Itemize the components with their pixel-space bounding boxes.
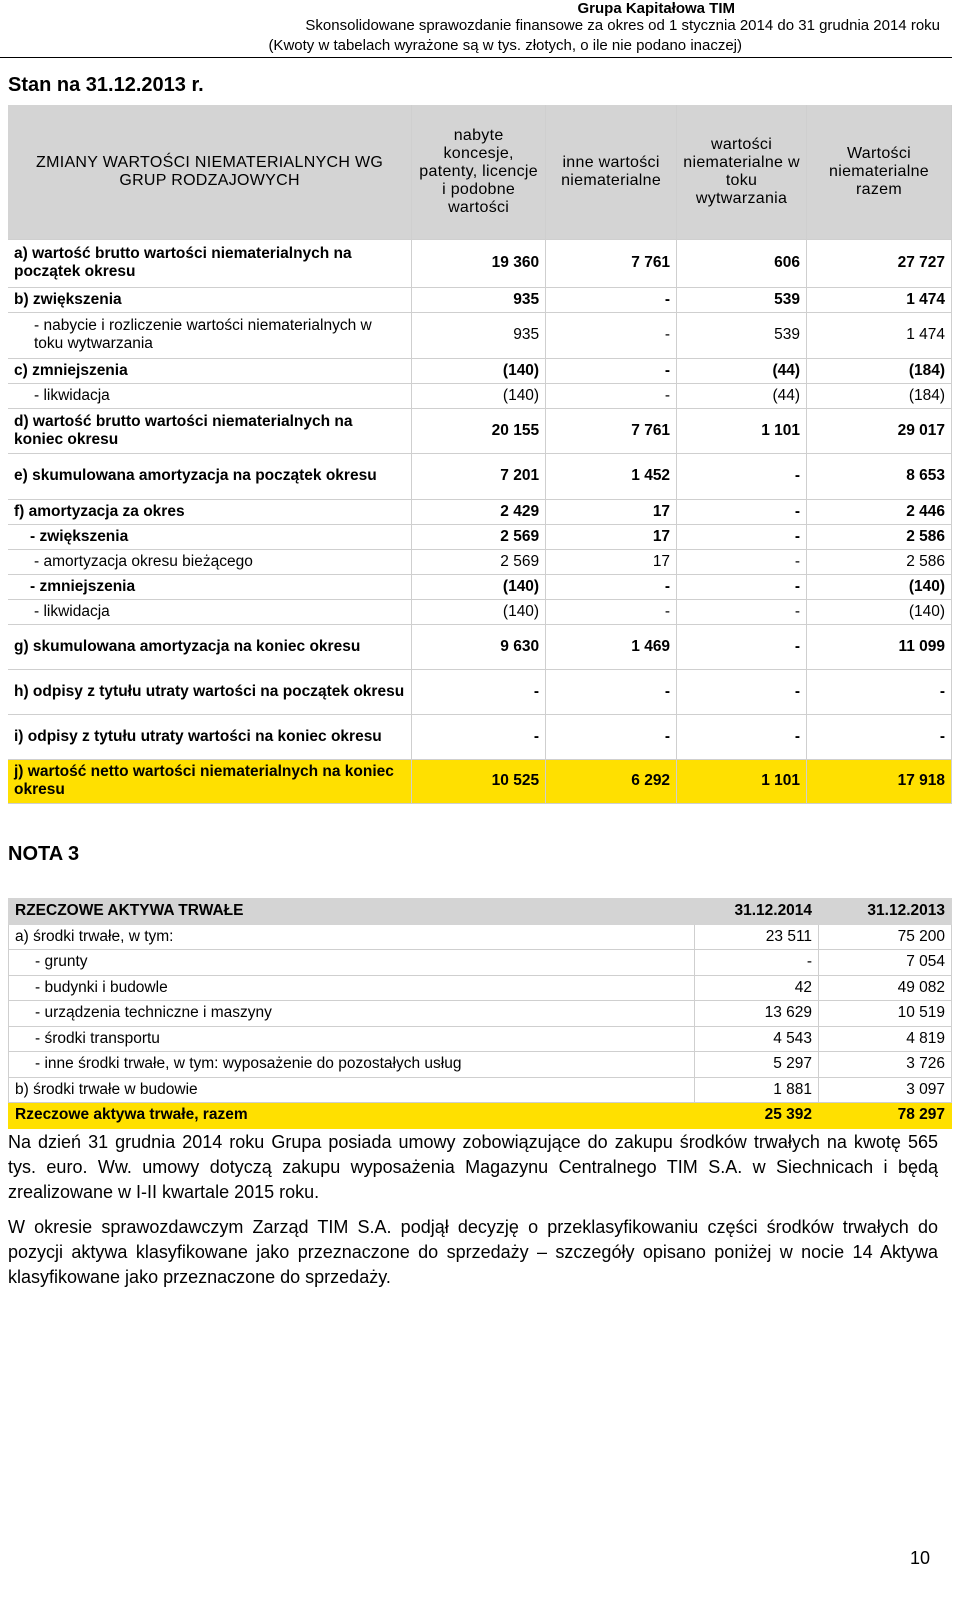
row-value: 25 392	[695, 1103, 819, 1129]
column-header: inne wartości niematerialne	[546, 105, 677, 239]
row-value: 11 099	[807, 624, 952, 669]
nota-title: NOTA 3	[8, 843, 80, 865]
row-value: 29 017	[807, 408, 952, 453]
paragraph-commitments: Na dzień 31 grudnia 2014 roku Grupa posiada umowy zobowiązujące do zakupu środków trwałych na kwotę 565 tys. euro. Ww. umowy dotyczą zakupu wyposażenia Magazynu Centralnego TIM S.A. w Siechnicach i będą zrealizowane w I-II kwartale 2015 roku.	[8, 1132, 938, 1202]
row-value: 10 525	[412, 759, 546, 803]
row-label: f) amortyzacja za okres	[8, 499, 412, 524]
row-value: 935	[412, 287, 546, 312]
table-row	[9, 924, 952, 950]
column-header: 31.12.2013	[819, 899, 952, 925]
row-value: (140)	[412, 599, 546, 624]
row-label: - nabycie i rozliczenie wartości niematerialnych w toku wytwarzania	[8, 312, 412, 358]
row-value: 2 569	[412, 524, 546, 549]
row-label: i) odpisy z tytułu utraty wartości na koniec okresu	[8, 714, 412, 759]
row-label: - likwidacja	[8, 599, 412, 624]
row-value: 4 543	[695, 1026, 819, 1052]
row-value: 9 630	[412, 624, 546, 669]
row-label: e) skumulowana amortyzacja na początek okresu	[8, 453, 412, 499]
row-value: 1 101	[677, 408, 807, 453]
total-row	[9, 1103, 952, 1129]
row-value: 2 446	[807, 499, 952, 524]
row-label: - likwidacja	[8, 383, 412, 408]
row-value: -	[546, 714, 677, 759]
row-value: (140)	[807, 599, 952, 624]
table-row	[8, 524, 952, 549]
row-value: 7 201	[412, 453, 546, 499]
table-row	[8, 383, 952, 408]
row-value: 1 452	[546, 453, 677, 499]
row-value: -	[677, 574, 807, 599]
row-value: -	[807, 669, 952, 714]
row-label: - zwiększenia	[8, 524, 412, 549]
table-row	[8, 599, 952, 624]
row-value: 17	[546, 499, 677, 524]
row-label: a) środki trwałe, w tym:	[9, 924, 695, 950]
row-value: (184)	[807, 358, 952, 383]
row-value: 539	[677, 287, 807, 312]
header-divider	[0, 57, 952, 58]
column-header: ZMIANY WARTOŚCI NIEMATERIALNYCH WG GRUP RODZAJOWYCH	[8, 105, 412, 239]
row-value: 20 155	[412, 408, 546, 453]
row-label: - inne środki trwałe, w tym: wyposażenie do pozostałych usług	[9, 1052, 695, 1078]
row-label: - środki transportu	[9, 1026, 695, 1052]
fixed-assets-table	[8, 898, 952, 1129]
row-value: 1 474	[807, 312, 952, 358]
row-value: -	[677, 549, 807, 574]
row-value: 17	[546, 524, 677, 549]
row-value: 935	[412, 312, 546, 358]
row-label: - grunty	[9, 950, 695, 976]
row-value: (184)	[807, 383, 952, 408]
row-value: -	[807, 714, 952, 759]
row-value: 10 519	[819, 1001, 952, 1027]
row-value: 1 474	[807, 287, 952, 312]
row-label: - budynki i budowle	[9, 975, 695, 1001]
page-number: 10	[909, 1548, 930, 1568]
row-value: 27 727	[807, 239, 952, 287]
row-value: -	[677, 714, 807, 759]
row-value: -	[677, 624, 807, 669]
table-row	[8, 574, 952, 599]
row-value: -	[546, 599, 677, 624]
table-row	[8, 408, 952, 453]
row-label: b) środki trwałe w budowie	[9, 1077, 695, 1103]
table-row	[8, 549, 952, 574]
row-value: -	[412, 669, 546, 714]
row-value: 19 360	[412, 239, 546, 287]
row-label: j) wartość netto wartości niematerialnych na koniec okresu	[8, 759, 412, 803]
row-value: 1 881	[695, 1077, 819, 1103]
table-row	[8, 624, 952, 669]
row-label: c) zmniejszenia	[8, 358, 412, 383]
row-value: 7 054	[819, 950, 952, 976]
row-value: -	[546, 312, 677, 358]
intangibles-table	[8, 105, 952, 804]
row-value: -	[546, 383, 677, 408]
row-label: - zmniejszenia	[8, 574, 412, 599]
row-value: (44)	[677, 383, 807, 408]
table-row	[9, 950, 952, 976]
row-value: 49 082	[819, 975, 952, 1001]
row-value: 7 761	[546, 239, 677, 287]
row-value: 75 200	[819, 924, 952, 950]
row-value: 78 297	[819, 1103, 952, 1129]
row-value: 3 097	[819, 1077, 952, 1103]
row-value: (140)	[412, 358, 546, 383]
row-value: -	[677, 669, 807, 714]
row-value: -	[677, 499, 807, 524]
row-label: b) zwiększenia	[8, 287, 412, 312]
column-header: Wartości niematerialne razem	[807, 105, 952, 239]
row-label: a) wartość brutto wartości niematerialnych na początek okresu	[8, 239, 412, 287]
table-row	[8, 499, 952, 524]
table-row	[9, 1077, 952, 1103]
table-row	[8, 287, 952, 312]
row-value: 17	[546, 549, 677, 574]
table-row	[8, 759, 952, 803]
row-value: 606	[677, 239, 807, 287]
row-value: 8 653	[807, 453, 952, 499]
stan-label: Stan na 31.12.2013 r.	[8, 74, 204, 96]
row-value: -	[695, 950, 819, 976]
header-note: (Kwoty w tabelach wyrażone są w tys. złotych, o ile nie podano inaczej)	[268, 37, 742, 54]
row-value: 17 918	[807, 759, 952, 803]
row-value: 2 586	[807, 524, 952, 549]
row-value: 1 101	[677, 759, 807, 803]
row-label: g) skumulowana amortyzacja na koniec okresu	[8, 624, 412, 669]
row-value: 23 511	[695, 924, 819, 950]
table-row	[8, 453, 952, 499]
table-row	[9, 1001, 952, 1027]
table-header-row	[9, 899, 952, 925]
row-value: 1 469	[546, 624, 677, 669]
column-header: 31.12.2014	[695, 899, 819, 925]
table-row	[9, 975, 952, 1001]
row-value: 7 761	[546, 408, 677, 453]
table-row	[9, 1026, 952, 1052]
row-value: -	[546, 669, 677, 714]
row-value: (140)	[807, 574, 952, 599]
row-value: (140)	[412, 383, 546, 408]
row-label: d) wartość brutto wartości niematerialnych na koniec okresu	[8, 408, 412, 453]
row-value: (44)	[677, 358, 807, 383]
row-label: - amortyzacja okresu bieżącego	[8, 549, 412, 574]
row-value: -	[546, 287, 677, 312]
column-header: wartości niematerialne w toku wytwarzania	[677, 105, 807, 239]
row-value: 6 292	[546, 759, 677, 803]
table-row	[8, 669, 952, 714]
row-label: - urządzenia techniczne i maszyny	[9, 1001, 695, 1027]
table-row	[8, 312, 952, 358]
table-row	[9, 1052, 952, 1078]
row-value: (140)	[412, 574, 546, 599]
row-value: 3 726	[819, 1052, 952, 1078]
row-value: -	[677, 453, 807, 499]
row-value: -	[677, 599, 807, 624]
table-row	[8, 714, 952, 759]
row-value: 2 429	[412, 499, 546, 524]
row-value: 539	[677, 312, 807, 358]
row-value: 42	[695, 975, 819, 1001]
row-value: 5 297	[695, 1052, 819, 1078]
row-label: Rzeczowe aktywa trwałe, razem	[9, 1103, 695, 1129]
column-header: nabyte koncesje, patenty, licencje i podobne wartości	[412, 105, 546, 239]
column-header: RZECZOWE AKTYWA TRWAŁE	[9, 899, 695, 925]
header-report: Skonsolidowane sprawozdanie finansowe za okres od 1 stycznia 2014 do 31 grudnia 2014 roku	[305, 17, 940, 34]
paragraph-reclassification: W okresie sprawozdawczym Zarząd TIM S.A. podjął decyzję o przeklasyfikowaniu części środków trwałych do pozycji aktywa klasyfikowane jako przeznaczone do sprzedaży – szczegóły opisano poniżej w nocie 14 Aktywa klasyfikowane jako przeznaczone do sprzedaży.	[8, 1217, 938, 1287]
row-value: -	[546, 358, 677, 383]
table-row	[8, 358, 952, 383]
row-value: 2 586	[807, 549, 952, 574]
row-value: -	[412, 714, 546, 759]
header-company: Grupa Kapitałowa TIM	[577, 0, 735, 17]
row-label: h) odpisy z tytułu utraty wartości na początek okresu	[8, 669, 412, 714]
table-row	[8, 239, 952, 287]
row-value: 4 819	[819, 1026, 952, 1052]
table-header-row	[8, 105, 952, 239]
row-value: 13 629	[695, 1001, 819, 1027]
row-value: -	[546, 574, 677, 599]
row-value: 2 569	[412, 549, 546, 574]
row-value: -	[677, 524, 807, 549]
